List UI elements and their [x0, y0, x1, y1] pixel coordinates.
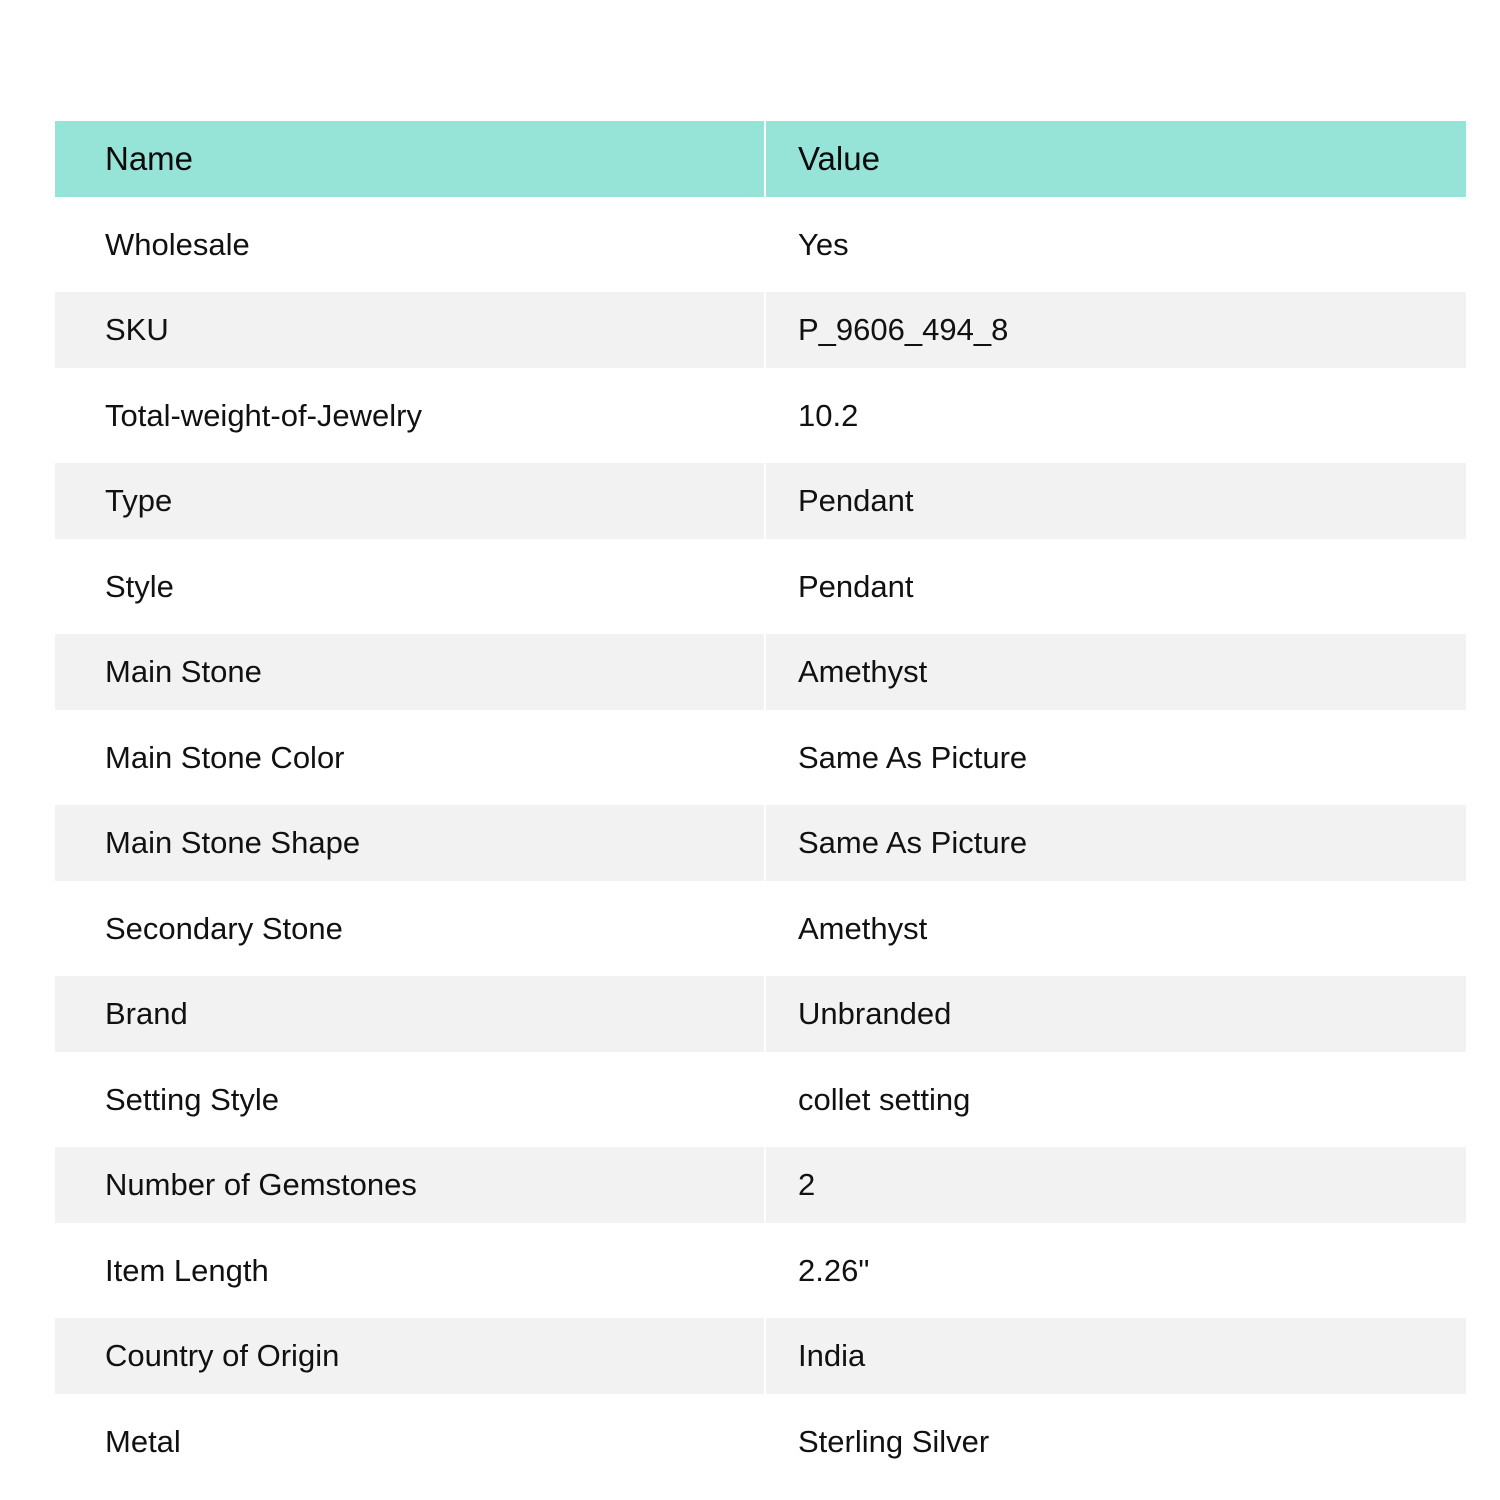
row-value: Amethyst: [766, 634, 1466, 710]
row-name: Item Length: [55, 1223, 766, 1318]
row-value: India: [766, 1318, 1466, 1394]
row-value: P_9606_494_8: [766, 292, 1466, 368]
row-value: Unbranded: [766, 976, 1466, 1052]
row-value: 2: [766, 1147, 1466, 1223]
row-value: 10.2: [766, 368, 1466, 463]
row-name: SKU: [55, 292, 766, 368]
column-header-name: Name: [55, 121, 766, 197]
row-name: Wholesale: [55, 197, 766, 292]
row-value: Pendant: [766, 539, 1466, 634]
row-name: Brand: [55, 976, 766, 1052]
row-name: Setting Style: [55, 1052, 766, 1147]
product-specs-table: [55, 121, 1466, 1489]
table-row: [55, 634, 1466, 710]
row-name: Number of Gemstones: [55, 1147, 766, 1223]
table-row: [55, 1223, 1466, 1318]
row-name: Secondary Stone: [55, 881, 766, 976]
row-name: Main Stone Shape: [55, 805, 766, 881]
table-row: [55, 710, 1466, 805]
table-row: [55, 292, 1466, 368]
table-row: [55, 881, 1466, 976]
row-value: Pendant: [766, 463, 1466, 539]
row-name: Type: [55, 463, 766, 539]
table-row: [55, 1318, 1466, 1394]
row-name: Country of Origin: [55, 1318, 766, 1394]
row-name: Style: [55, 539, 766, 634]
table-row: [55, 805, 1466, 881]
row-name: Total-weight-of-Jewelry: [55, 368, 766, 463]
row-value: collet setting: [766, 1052, 1466, 1147]
row-value: Yes: [766, 197, 1466, 292]
row-value: Same As Picture: [766, 805, 1466, 881]
table-header: [55, 121, 1466, 197]
row-value: Amethyst: [766, 881, 1466, 976]
table-row: [55, 1394, 1466, 1489]
table-row: [55, 368, 1466, 463]
table-row: [55, 539, 1466, 634]
table-body: [55, 197, 1466, 1489]
row-name: Main Stone: [55, 634, 766, 710]
table-row: [55, 1147, 1466, 1223]
row-value: Sterling Silver: [766, 1394, 1466, 1489]
table-row: [55, 197, 1466, 292]
row-name: Metal: [55, 1394, 766, 1489]
header-row: [55, 121, 1466, 197]
row-value: 2.26": [766, 1223, 1466, 1318]
column-header-value: Value: [766, 121, 1466, 197]
table-row: [55, 976, 1466, 1052]
table-row: [55, 463, 1466, 539]
table-row: [55, 1052, 1466, 1147]
row-name: Main Stone Color: [55, 710, 766, 805]
row-value: Same As Picture: [766, 710, 1466, 805]
